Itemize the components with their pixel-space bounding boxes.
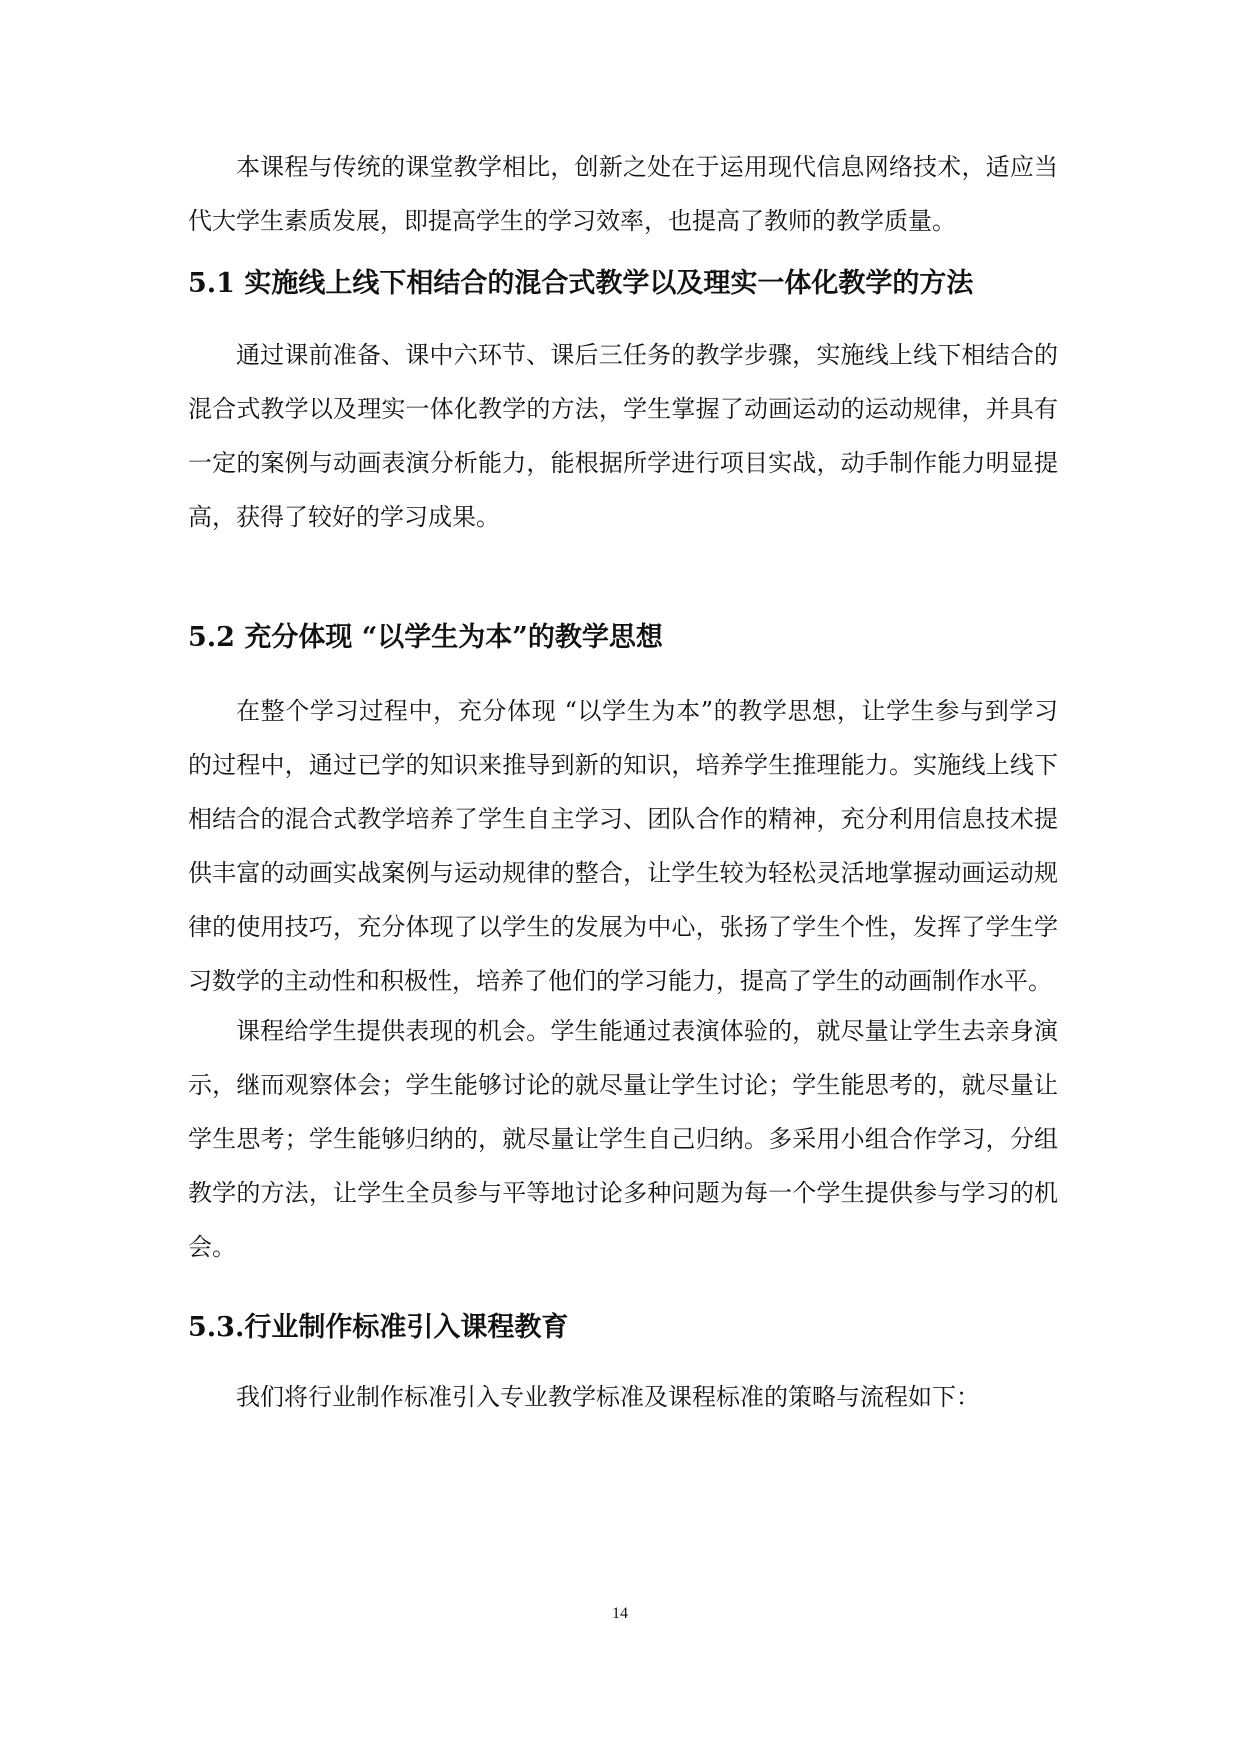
section-5-2-paragraph-1: 在整个学习过程中，充分体现 “以学生为本”的教学思想，让学生参与到学习的过程中，通过已学的知识来推导到新的知识，培养学生推理能力。实施线上线下相结合的混合式教学培养了学生自主学习、团队合作的精神，充分利用信息技术提供丰富的动画实战案例与运动规律的整合，让学生较为轻松灵活地掌握动画运动规律的使用技巧，充分体现了以学生的发展为中心，张扬了学生个性，发挥了学生学习数学的主动性和积极性，培养了他们的学习能力，提高了学生的动画制作水平。 — [188, 697, 1058, 995]
section-5-2-paragraph-2: 课程给学生提供表现的机会。学生能通过表演体验的，就尽量让学生去亲身演示，继而观察体会；学生能够讨论的就尽量让学生讨论；学生能思考的，就尽量让学生思考；学生能够归纳的，就尽量让学生自己归纳。多采用小组合作学习，分组教学的方法，让学生全员参与平等地讨论多种问题为每一个学生提供参与学习的机会。 — [188, 1017, 1058, 1261]
section-5-3-heading: 5.3.行业制作标准引入课程教育 — [188, 1312, 569, 1343]
section-5-3-paragraph: 我们将行业制作标准引入专业教学标准及课程标准的策略与流程如下： — [236, 1383, 980, 1411]
intro-paragraph: 本课程与传统的课堂教学相比，创新之处在于运用现代信息网络技术，适应当代大学生素质发展，即提高学生的学习效率，也提高了教师的教学质量。 — [188, 153, 1058, 235]
section-5-1-heading: 5.1 实施线上线下相结合的混合式教学以及理实一体化教学的方法 — [188, 268, 974, 299]
section-5-1-paragraph: 通过课前准备、课中六环节、课后三任务的教学步骤，实施线上线下相结合的混合式教学以及理实一体化教学的方法，学生掌握了动画运动的运动规律，并具有一定的案例与动画表演分析能力，能根据所学进行项目实战，动手制作能力明显提高，获得了较好的学习成果。 — [188, 341, 1058, 531]
section-5-2-heading: 5.2 充分体现 “以学生为本”的教学思想 — [188, 622, 663, 653]
page-number: 14 — [612, 1605, 628, 1622]
